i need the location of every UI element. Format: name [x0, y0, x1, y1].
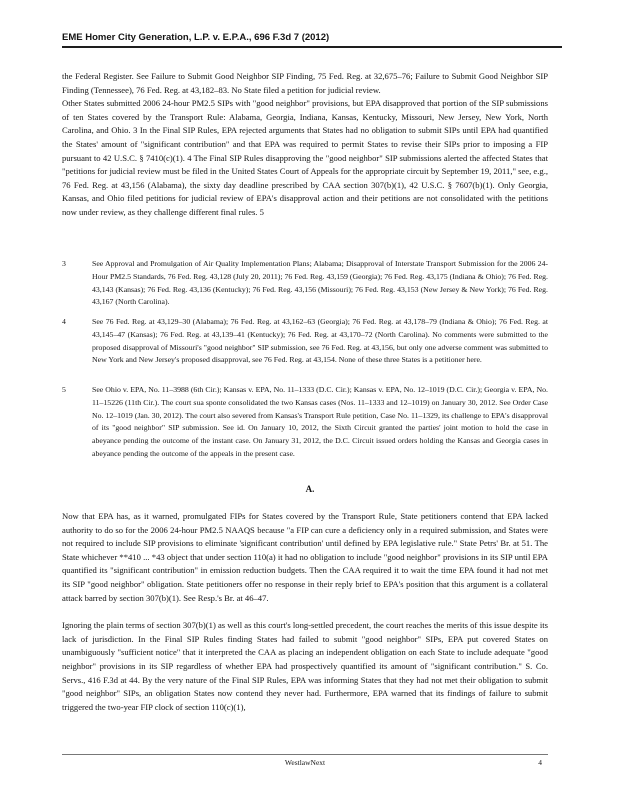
- footnote-text: See Approval and Promulgation of Air Quality Implementation Plans; Alabama; Disapproval of Interstate Transport Submission for the 2006 24-Hour PM2.5 Standards, 76 Fed. Reg. 43,128 (July 20, 2011); 76 Fed. Reg. 43,159 (Georgia); 76 Fed. Reg. 43,175 (Indiana & Ohio); 76 Fed. Reg. 43,143 (Kansas); 76 Fed. Reg. 43,136 (Kentucky); 76 Fed. Reg. 43,156 (Missouri); 76 Fed. Reg. 43,153 (New Jersey & New York); 76 Fed. Reg. 43,167 (North Carolina).: [92, 259, 548, 307]
- paragraph: Other States submitted 2006 24-hour PM2.5 SIPs with "good neighbor" provisions, but EPA disapproved that portion of the SIP submissions of ten States covered by the Transport Rule: Alabama, Georgia, Indiana, Kansas, Kentucky, Missouri, New Jersey, New York, North Carolina, and Ohio. 3 In the Final SIP Rules, EPA rejected arguments that States had no obligation to submit SIPs until EPA had quantified the States' amount of "significant contribution" and that EPA was required to permit States to revise their SIPs prior to imposing a FIP pursuant to 42 U.S.C. § 7410(c)(1). 4 The Final SIP Rules disapproving the "good neighbor" SIP submissions alerted the affected States that "petitions for judicial review must be filed in the United States Court of Appeals for the appropriate circuit by September 19, 2011," see, e.g., 76 Fed. Reg. at 43,156 (Alabama), the sixty day deadline prescribed by CAA section 307(b)(1), 42 U.S.C. § 7607(b)(1). Only Georgia, Kansas, and Ohio filed petitions for judicial review of EPA's disapproval action and their petitions are not consolidated with the petitions now under review, as they challenge different final rules. 5: [62, 98, 548, 217]
- case-title: EME Homer City Generation, L.P. v. E.P.A., 696 F.3d 7 (2012): [62, 32, 330, 43]
- paragraph: Now that EPA has, as it warned, promulgated FIPs for States covered by the Transport Rule, State petitioners contend that EPA lacked authority to do so for the 2006 24-hour PM2.5 NAAQS because "a FIP can cure a deficiency only in a required submission, and States were not required to include SIP provisions to eliminate 'significant contribution' until defined by EPA legislative rule." State Petrs' Br. at 51. The State whichever **410 ... *43 object that under section 110(a) it had no obligation to include "good neighbor" provisions in its SIP until EPA quantified its "significant contribution" in emission reduction budgets. Then the CAA required it to wait the time EPA found it had not met its SIP "good neighbor" obligation. State petitioners offer no response in their reply brief to EPA's position that this argument is a collateral attack barred by section 307(b)(1). See Resp.'s Br. at 46–47.: [62, 511, 548, 603]
- footnote-number: 4: [62, 317, 66, 326]
- footnote-text: See 76 Fed. Reg. at 43,129–30 (Alabama); 76 Fed. Reg. at 43,162–63 (Georgia); 76 Fed. Reg. at 43,178–79 (Indiana & Ohio); 76 Fed. Reg. at 43,145–47 (Kansas); 76 Fed. Reg. at 43,139–41 (Kentucky); 76 Fed. Reg. at 43,170–72 (North Carolina). No comments were submitted to the proposed disapproval of Missouri's "good neighbor" SIP submission, see 76 Fed. Reg. at 43,156, but only one adverse comment was submitted to New York and New Jersey's proposed disapproval, see 76 Fed. Reg. at 43,154. None of these three States is a petitioner here.: [92, 317, 548, 365]
- paragraph: the Federal Register. See Failure to Submit Good Neighbor SIP Finding, 75 Fed. Reg. at 32,675–76; Failure to Submit Good Neighbor SIP Finding (Tennessee), 76 Fed. Reg. at 43,182–83. No State filed a petition for judicial review.: [62, 71, 548, 95]
- case-header: [62, 30, 562, 48]
- footnote-text: See Ohio v. EPA, No. 11–3988 (6th Cir.); Kansas v. EPA, No. 11–1333 (D.C. Cir.); Kansas v. EPA, No. 12–1019 (D.C. Cir.); Georgia v. EPA, No. 11–15226 (11th Cir.). The court sua sponte consolidated the two Kansas cases (Nos. 11–1333 and 12–1019) on January 30, 2012. See Order Case No. 12–1019 (Jan. 30, 2012). The court also severed from Kansas's Transport Rule petition, Case No. 11–1329, its challenge to EPA's disapproval of its "good neighbor" SIP submission. See id. On January 10, 2012, the Sixth Circuit granted the parties' joint motion to hold the case in abeyance pending the outcome of the instant case. On January 31, 2012, the D.C. Circuit issued orders holding the Kansas and Georgia cases in abeyance pending the outcome of the appeals in the present case.: [92, 385, 548, 458]
- paragraph: Ignoring the plain terms of section 307(b)(1) as well as this court's long-settled precedent, the court reaches the merits of this issue despite its lack of jurisdiction. In the Final SIP Rules finding States had failed to submit "good neighbor" SIPs, EPA put covered States on unambiguously "sufficient notice" that it interpreted the CAA as placing an independent obligation on each State to include adequate "good neighbor" provisions in its SIP regardless of whether EPA had prospectively quantified its amount of "significant contribution." S. Co. Servs., 416 F.3d at 44. By the very nature of the Final SIP Rules, EPA was informing States that they had not met their obligation to submit "good neighbor" SIPs, an obligation States now contend they never had. Furthermore, EPA warned that its findings of failure to submit triggered the two-year FIP clock of section 110(c)(1),: [62, 620, 548, 712]
- page-footer: [62, 754, 548, 769]
- footnote-body: [92, 384, 548, 461]
- footnote-number: 3: [62, 259, 66, 268]
- opening-text-block: [62, 70, 548, 220]
- footnote-number: 5: [62, 385, 66, 394]
- page-number: 4: [538, 758, 542, 767]
- footer-brand: WestlawNext: [284, 758, 326, 767]
- footnote-body: [92, 316, 548, 367]
- section-a-text-block: [62, 510, 548, 714]
- footnote-body: [92, 258, 548, 309]
- section-heading: A.: [305, 484, 315, 494]
